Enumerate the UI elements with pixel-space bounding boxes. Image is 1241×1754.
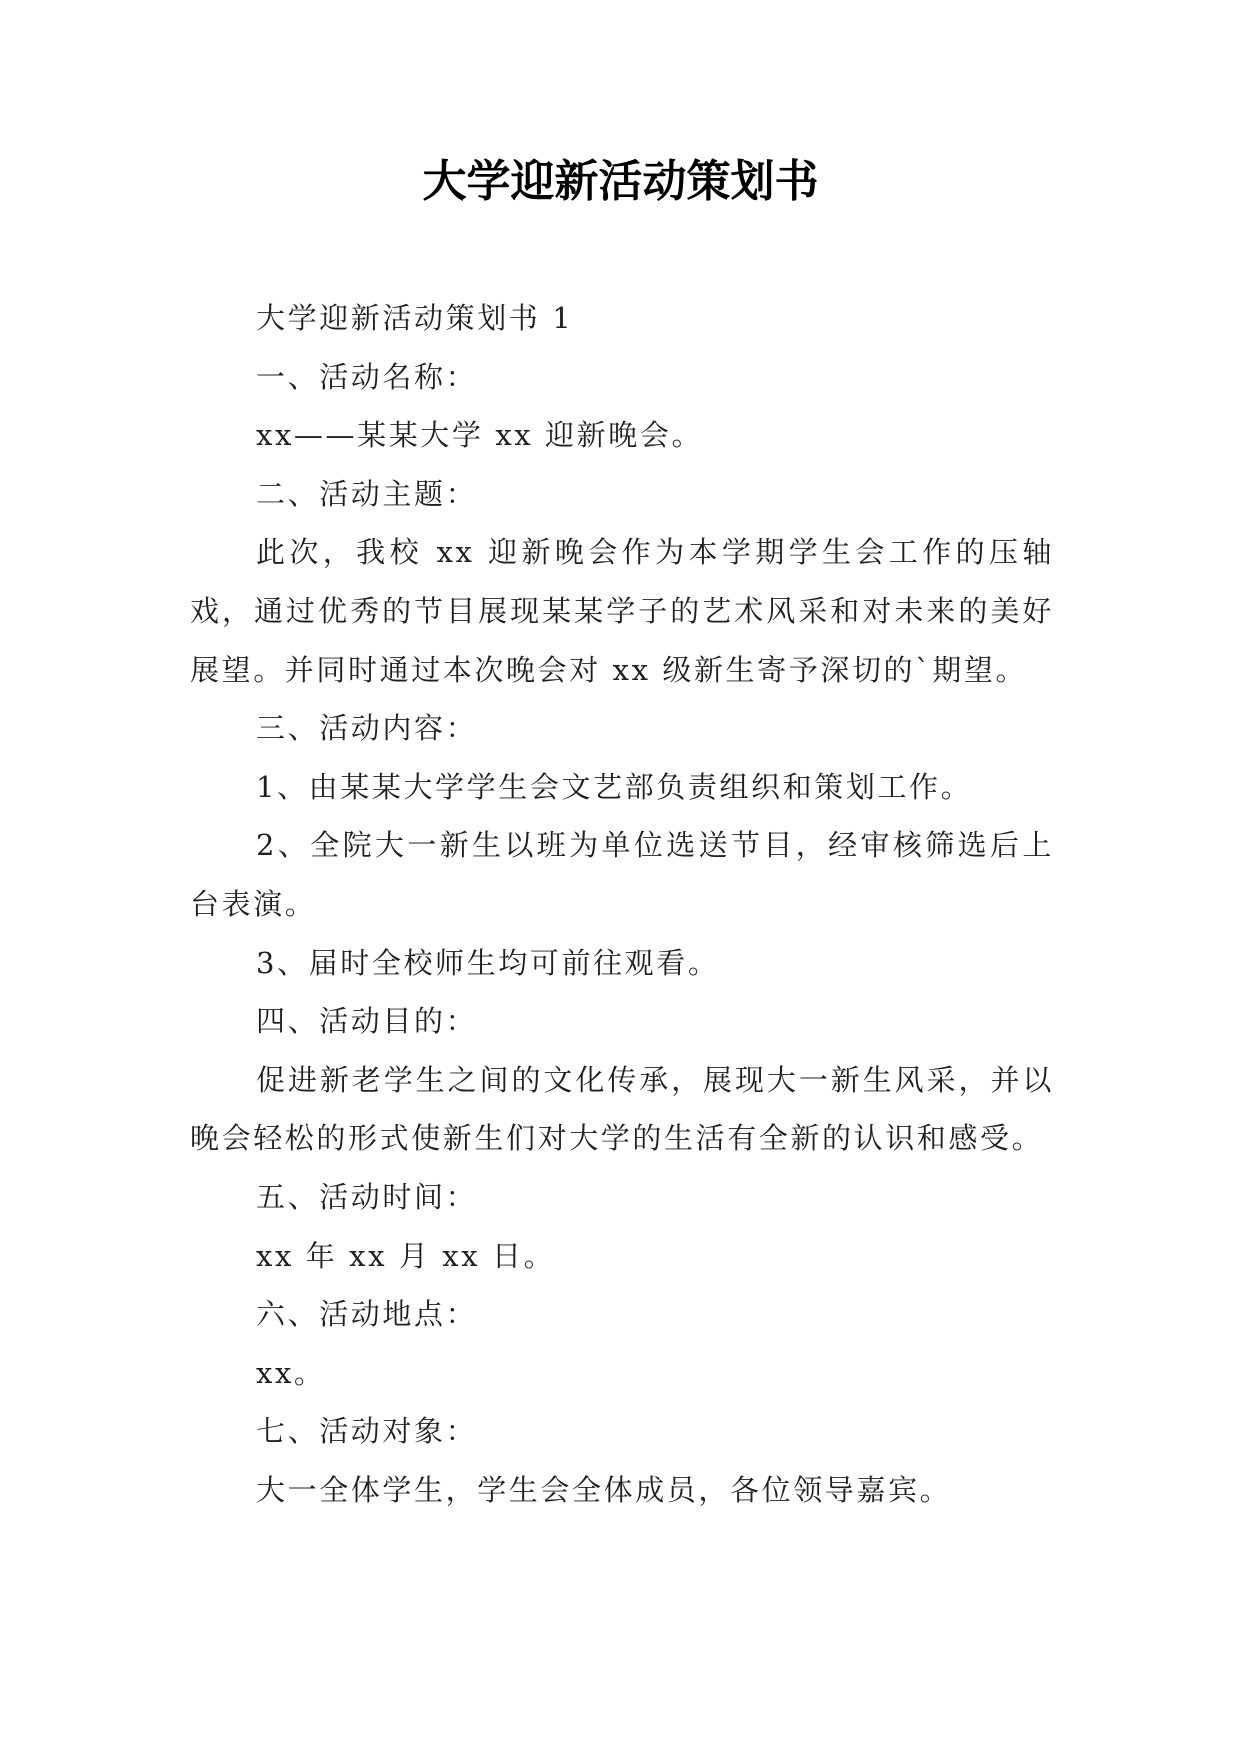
body-paragraph: 此次，我校 xx 迎新晚会作为本学期学生会工作的压轴戏，通过优秀的节目展现某某学子的艺术风采和对未来的美好展望。并同时通过本次晚会对 xx 级新生寄予深切的`期望。	[190, 535, 1054, 687]
section-heading: 六、活动地点：	[256, 1297, 478, 1332]
subtitle-paragraph: 大学迎新活动策划书 1	[256, 301, 574, 335]
section-heading: 五、活动时间：	[256, 1179, 478, 1214]
section-heading: 七、活动对象：	[256, 1414, 478, 1449]
section-heading: 三、活动内容：	[256, 711, 478, 746]
document-body	[190, 289, 1054, 1519]
document-title: 大学迎新活动策划书	[422, 156, 819, 207]
list-item: 2、全院大一新生以班为单位选送节目，经审核筛选后上台表演。	[190, 828, 1054, 921]
body-paragraph: 促进新老学生之间的文化传承，展现大一新生风采，并以晚会轻松的形式使新生们对大学的生活有全新的认识和感受。	[190, 1062, 1054, 1156]
body-paragraph: xx——某某大学 xx 迎新晚会。	[256, 418, 704, 453]
section-heading: 一、活动名称：	[256, 359, 478, 394]
section-heading: 二、活动主题：	[256, 476, 478, 511]
list-item: 1、由某某大学学生会文艺部负责组织和策划工作。	[256, 769, 973, 804]
body-paragraph: 大一全体学生，学生会全体成员，各位领导嘉宾。	[256, 1472, 952, 1507]
body-paragraph: xx。	[256, 1355, 326, 1390]
list-item: 3、届时全校师生均可前往观看。	[256, 945, 720, 980]
section-heading: 四、活动目的：	[256, 1004, 478, 1039]
body-paragraph: xx 年 xx 月 xx 日。	[256, 1238, 556, 1273]
